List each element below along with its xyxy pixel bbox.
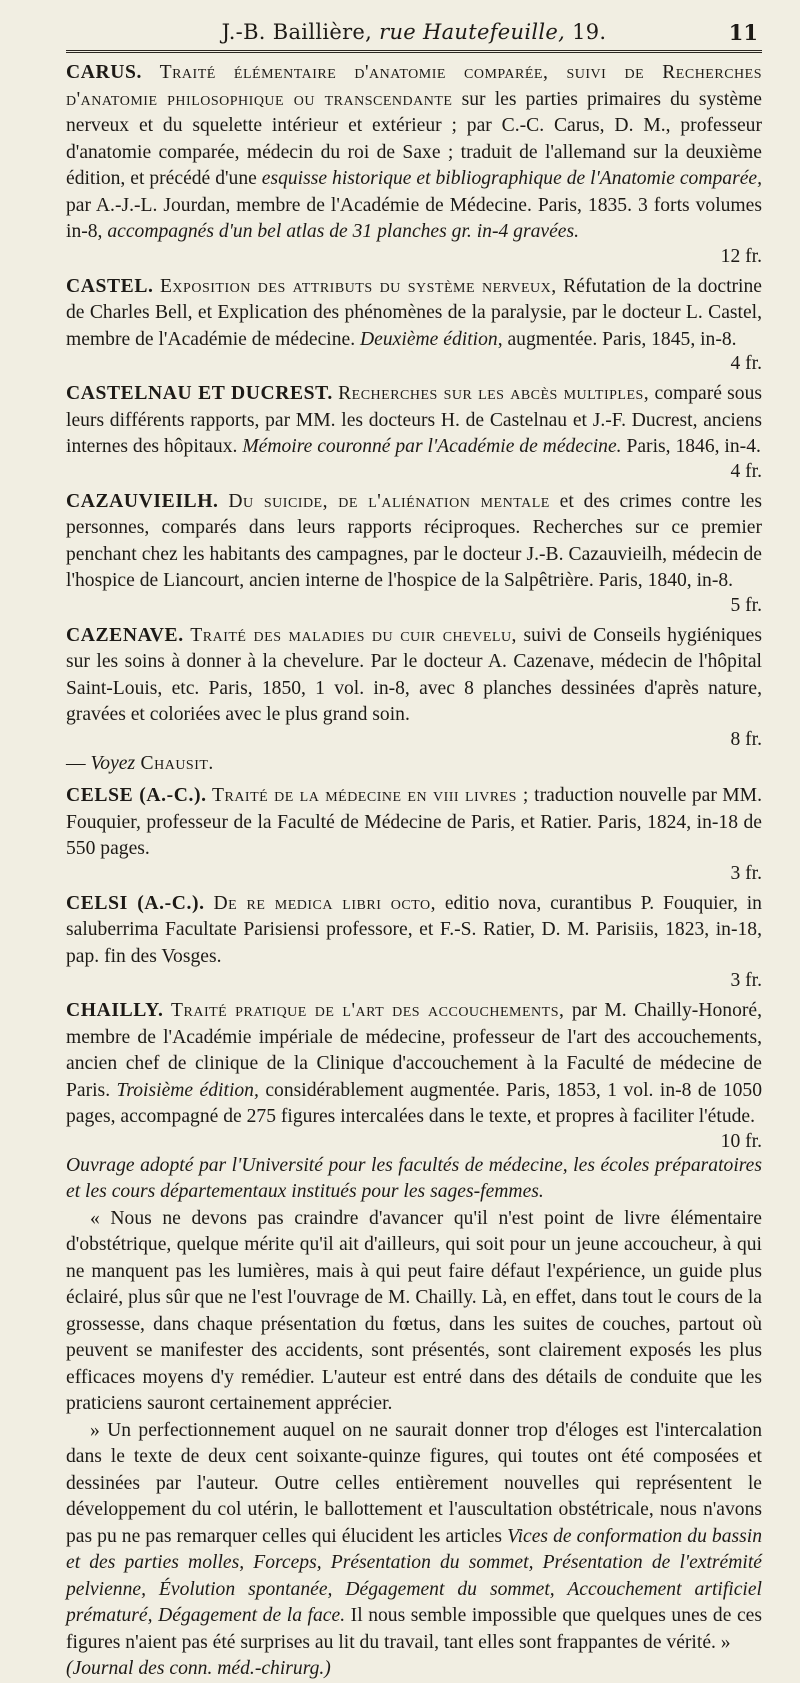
entry-body: sur les parties primaires du système nerveux et du squelette intérieur et extérieur ; par C.-C. Carus, D. M., professeur d'anatomie comparée, médecin du roi de Saxe ; traduit de l'allemand sur la deuxième édition, et précédé d'une <box>66 88 763 189</box>
entry-author: CASTELNAU ET DUCREST. <box>66 383 333 404</box>
entry-title: Traité de la médecine en viii livres ; <box>212 785 529 806</box>
entry-title: Traité des maladies du cuir chevelu, <box>190 624 517 646</box>
entry-price: 4 fr. <box>730 460 762 482</box>
entry-price: 3 fr. <box>730 862 762 884</box>
entry-castel <box>66 274 762 376</box>
catalogue-entries <box>66 60 762 1683</box>
entry-price: 8 fr. <box>730 728 762 750</box>
header-rule <box>66 50 762 53</box>
entry-author: CAZAUVIEILH. <box>66 490 219 512</box>
entry-body: Paris, 1846, in-4. <box>621 436 761 457</box>
entry-cazauvieilh <box>66 489 762 617</box>
entry-chailly <box>66 998 762 1683</box>
entry-body: et des crimes contre les personnes, comparés dans leurs rapports réciproques. Recherches sur ce premier penchant chez les habitants des campagnes, par le docteur J.-B. Cazauvieilh, médecin de l'hospice de Liancourt, ancien interne de l'hospice de la Salpêtrière. Paris, 1840, in-8. <box>66 490 763 591</box>
entry-author: CASTEL. <box>66 275 154 297</box>
entry-body: par M. Chailly-Honoré, membre de l'Académie impériale de médecine, professeur de l'art des accouchements, ancien chef de clinique de la Clinique d'accouchement à la Faculté de médecine de Paris. <box>66 1000 762 1101</box>
entry-author: CARUS. <box>66 62 142 83</box>
entry-italic: accompagnés d'un bel atlas de 31 planches gr. in-4 gravées. <box>107 221 579 242</box>
entry-body: , augmentée. Paris, 1845, in-8. <box>497 328 737 350</box>
entry-italic: Deuxième édition <box>360 328 498 350</box>
entry-title: Traité élémentaire d'anatomie comparée, suivi de Recherches d'anatomie philosophique ou transcendante <box>66 62 762 110</box>
entry-body: comparé sous leurs différents rapports, par MM. les docteurs H. de Castelnau et J.-F. Ducrest, anciens internes des hôpitaux. <box>66 383 763 457</box>
entry-italic: Troisième édition, <box>116 1079 259 1101</box>
entry-body: suivi de Conseils hygiéniques sur les soins à donner à la chevelure. Par le docteur A. Cazenave, médecin de l'hôpital Saint-Louis, etc. Paris, 1850, 1 vol. in-8, avec 8 planches dessinées d'après nature, gravées et coloriées avec le plus grand soin. <box>66 624 762 725</box>
entry-body: Réfutation de la doctrine de Charles Bell, et Explication des phénomènes de la paralysie, par le docteur L. Castel, membre de l'Académie de médecine. <box>66 275 762 350</box>
entry-title: Exposition des attributs du système nerveux, <box>159 275 557 297</box>
entry-title: De re medica libri octo, <box>213 892 436 914</box>
entry-carus <box>66 60 762 268</box>
entry-author: CAZENAVE. <box>66 624 184 646</box>
entry-price: 3 fr. <box>730 970 762 991</box>
entry-body: editio nova, curantibus P. Fouquier, in saluberrima Facultate Parisiensi professore, et F.-S. Ratier, D. M. Parisiis, 1823, in-18, pap. fin des Vosges. <box>66 892 762 967</box>
running-header <box>66 0 762 60</box>
publisher-name: J.-B. Baillière, <box>221 20 373 44</box>
entry-price: 10 fr. <box>720 1130 762 1152</box>
street-name: rue Hautefeuille, <box>379 20 566 44</box>
entry-celse <box>66 783 762 885</box>
cross-reference-author: Chausit. <box>135 752 214 774</box>
entry-title: Traité pratique de l'art des accouchements, <box>171 1000 565 1021</box>
entry-author: CELSI (A.-C.). <box>66 892 205 914</box>
entry-body: traduction nouvelle par MM. Fouquier, professeur de la Faculté de Médecine de Paris, et Ratier. Paris, 1824, in-18 de 550 pages. <box>66 785 763 859</box>
page-number: 11 <box>728 20 758 45</box>
entry-title: Recherches sur les abcès multiples, <box>338 383 650 404</box>
review-quote: « Nous ne devons pas craindre d'avancer qu'il n'est point de livre élémentaire d'obstétrique, quelque mérite qu'il ait d'ailleurs, qui soit pour un jeune accoucheur, à qui ne manquent pas les lumières, mais à qui peut faire défaut l'expérience, un guide plus éclairé, plus sûr que ne l'est l'ouvrage de M. Chailly. Là, en effet, dans tout le cours de la grossesse, dans chaque présentation du fœtus, dans les suites de couches, partout où peuvent se manifester des accidents, sont présentés, sont clairement exposés les plus efficaces moyens d'y remédier. L'auteur est entré dans des détails de conduite que les praticiens sauront certainement apprécier. <box>66 1207 762 1414</box>
entry-price: 5 fr. <box>730 594 762 616</box>
entry-author: CELSE (A.-C.). <box>66 785 207 806</box>
entry-italic: Mémoire couronné par l'Académie de médecine. <box>242 436 622 457</box>
entry-body: par A.-J.-L. Jourdan, membre de l'Académie de Médecine. Paris, 1835. 3 forts volumes in-8, <box>66 194 762 242</box>
running-title <box>66 20 762 44</box>
entry-celsi <box>66 891 762 993</box>
review-source: (Journal des conn. méd.-chirurg.) <box>66 1658 331 1679</box>
entry-cazenave <box>66 623 762 778</box>
entry-price: 12 fr. <box>720 245 762 267</box>
cross-reference-label: Voyez <box>90 752 136 774</box>
cross-reference: — Voyez Chausit. <box>66 752 214 774</box>
review-italic: Vices de conformation du bassin et des parties molles, Forceps, Présentation du sommet, Présentation de l'extrémité pelvienne, Évolution spontanée, Dégagement du sommet, Accouchement artificiel prématuré, Dégagement de la face. <box>66 1525 762 1626</box>
adoption-note: Ouvrage adopté par l'Université pour les facultés de médecine, les écoles préparatoires et les cours départementaux institués pour les sages-femmes. <box>66 1154 762 1202</box>
review-quote: » Un perfectionnement auquel on ne saurait donner trop d'éloges est l'intercalation dans le texte de deux cent soixante-quinze figures, qui toutes ont été composées et dessinées par l'auteur. Outre celles entièrement nouvelles qui représentent le développement du col utérin, le ballottement et l'auscultation obstétricale, nous n'avons pas pu ne pas remarquer celles qui élucident les articles Vices de conformation du bassin et des parties molles, Forceps, Présentation du sommet, Présentation de l'extrémité pelvienne, Évolution spontanée, Dégagement du sommet, Accouchement artificiel prématuré, Dégagement de la face. Il nous semble impossible que quelques unes de ces figures n'aient pas été surprises au lit du travail, tant elles sont frappantes de vérité. » <box>66 1419 762 1653</box>
entry-author: CHAILLY. <box>66 1000 164 1021</box>
entry-italic: esquisse historique et bibliographique de l'Anatomie comparée, <box>261 168 762 189</box>
entry-price: 4 fr. <box>730 353 762 374</box>
entry-title: Du suicide, de l'aliénation mentale <box>228 490 550 512</box>
entry-body: considérablement augmentée. Paris, 1853, 1 vol. in-8 de 1050 pages, accompagné de 275 figures intercalées dans le texte, et propres à faciliter l'étude. <box>66 1079 763 1127</box>
entry-castelnau <box>66 381 762 483</box>
street-number: 19. <box>572 20 607 44</box>
